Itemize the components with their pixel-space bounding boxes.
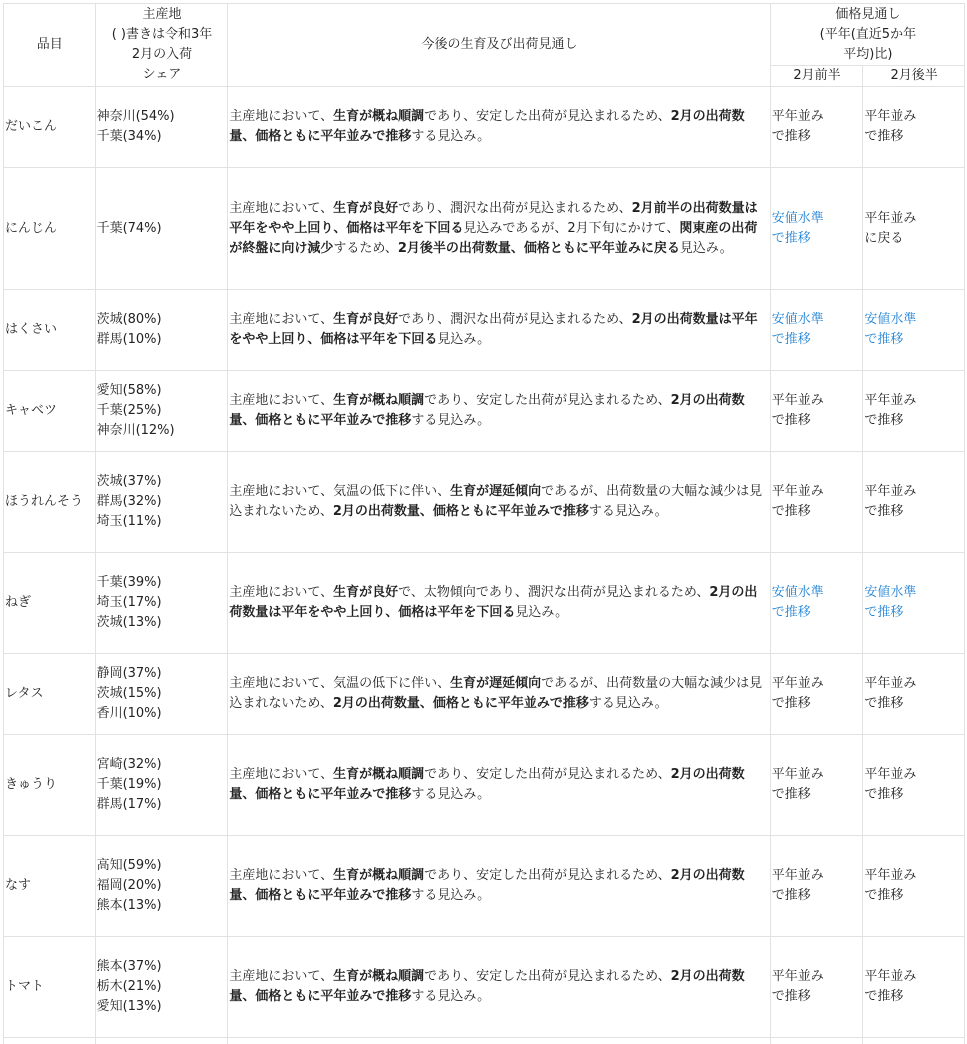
outlook-text: であり、安定した出荷が見込まれるため、: [424, 767, 671, 782]
price-outlook-line: 平年並み: [771, 969, 824, 984]
outlook-text: 主産地において、: [229, 109, 334, 124]
outlook-highlight: 2月後半の出荷数量、価格ともに平年並みに戻る: [397, 240, 680, 256]
price-outlook-line: で推移: [771, 230, 811, 246]
outlook-highlight: 生育が概ね順調: [333, 109, 425, 124]
price-outlook-line: 平年並み: [771, 393, 824, 408]
price-first-half-cell: [770, 452, 863, 553]
outlook-highlight: 2月の出荷数量は平年をやや上回り、価格は平年を下回る: [229, 585, 758, 620]
price-outlook-line: 安値水準: [771, 585, 824, 600]
region-share-cell: [95, 937, 228, 1038]
table-row: [4, 452, 965, 553]
outlook-text: であり、安定した出荷が見込まれるため、: [424, 969, 671, 984]
price-outlook-line: 平年並み: [864, 969, 917, 984]
outlook-cell: [228, 168, 770, 290]
header-region-line: ( )書きは令和3年: [111, 27, 213, 42]
price-outlook-line: 平年並み: [864, 484, 917, 499]
header-item: 品目: [4, 4, 96, 87]
region-share: 茨城(37%): [96, 474, 162, 489]
outlook-highlight: 2月の出荷数量は平年をやや上回り、価格は平年を下回る: [229, 312, 758, 347]
region-share: 千葉(19%): [96, 777, 162, 792]
item-cell: トマト: [4, 937, 96, 1038]
outlook-text: 主産地において、: [229, 969, 334, 984]
item-cell: ねぎ: [4, 553, 96, 654]
outlook-text: であり、潤沢な出荷が見込まれるため、: [398, 200, 632, 216]
outlook-highlight: 2月の出荷数量、価格ともに平年並みで推移: [332, 504, 589, 519]
price-second-half-cell: [863, 168, 965, 290]
region-share: 愛知(13%): [96, 999, 162, 1014]
price-second-half-cell: [863, 452, 965, 553]
outlook-text: する見込み。: [588, 504, 668, 519]
outlook-text: であるが、出荷数量の大幅な減少は見込まれないため、: [229, 676, 763, 711]
price-outlook-line: で推移: [771, 989, 811, 1004]
region-share: 群馬(10%): [96, 332, 162, 347]
region-share: 宮崎(32%): [96, 757, 162, 772]
table-row: [4, 937, 965, 1038]
price-outlook-line: で推移: [864, 413, 904, 428]
price-outlook-line: に戻る: [864, 230, 904, 246]
outlook-text: であり、安定した出荷が見込まれるため、: [424, 868, 671, 883]
table-row: [4, 735, 965, 836]
table-header: [4, 4, 965, 87]
outlook-highlight: 生育が良好: [333, 585, 399, 600]
price-outlook-line: 平年並み: [864, 868, 917, 883]
region-share: 群馬(32%): [96, 494, 162, 509]
region-share: 静岡(37%): [96, 666, 162, 681]
outlook-cell: [228, 290, 770, 371]
price-first-half-cell: [770, 937, 863, 1038]
outlook-text: で、太物傾向であり、潤沢な出荷が見込まれるため、: [398, 585, 710, 600]
price-second-half-cell: [863, 290, 965, 371]
price-outlook-line: で推移: [864, 504, 904, 519]
region-share-cell: [95, 654, 228, 735]
outlook-text: する見込み。: [411, 888, 491, 903]
outlook-highlight: 2月の出荷数量、価格ともに平年並みで推移: [229, 109, 745, 144]
price-outlook-line: で推移: [771, 696, 811, 711]
region-share-cell: [95, 836, 228, 937]
price-outlook-line: 安値水準: [864, 312, 917, 327]
price-outlook-line: で推移: [771, 129, 811, 144]
outlook-cell: [228, 654, 770, 735]
outlook-highlight: 2月の出荷数量、価格ともに平年並みで推移: [229, 868, 745, 903]
price-second-half-cell: [863, 836, 965, 937]
region-share: 埼玉(17%): [96, 595, 162, 610]
region-share: 神奈川(54%): [96, 109, 175, 124]
header-region-share: [95, 4, 228, 87]
price-outlook-line: で推移: [771, 413, 811, 428]
header-first-half: 2月前半: [770, 66, 863, 87]
outlook-text: 見込み。: [437, 332, 491, 347]
price-outlook-line: 平年並み: [771, 767, 824, 782]
table-row: [4, 836, 965, 937]
price-outlook-line: で推移: [771, 605, 811, 620]
outlook-text: 見込み。: [515, 605, 569, 620]
price-first-half-cell: [770, 168, 863, 290]
table-row: [4, 654, 965, 735]
item-cell: きゅうり: [4, 735, 96, 836]
header-outlook: 今後の生育及び出荷見通し: [228, 4, 770, 87]
region-share-cell: [95, 87, 228, 168]
region-share: 神奈川(12%): [96, 423, 175, 438]
outlook-highlight: 生育が良好: [333, 312, 399, 327]
outlook-text: する見込み。: [411, 129, 491, 144]
header-region-line: 主産地: [142, 7, 182, 22]
region-share: 茨城(13%): [96, 615, 162, 630]
price-outlook-line: で推移: [771, 888, 811, 903]
price-outlook-line: 平年並み: [771, 109, 824, 124]
price-outlook-line: で推移: [771, 787, 811, 802]
outlook-text: 主産地において、: [229, 312, 334, 327]
vegetable-outlook-table: [3, 3, 965, 1044]
outlook-cell: [228, 87, 770, 168]
table-body: [4, 87, 965, 1044]
price-first-half-cell: [770, 371, 863, 452]
region-share-cell: [95, 371, 228, 452]
outlook-highlight: 2月の出荷数量、価格ともに平年並みで推移: [229, 969, 745, 1004]
outlook-text: であり、安定した出荷が見込まれるため、: [424, 109, 671, 124]
region-share-cell: [95, 290, 228, 371]
price-outlook-line: で推移: [864, 696, 904, 711]
price-second-half-cell: [863, 654, 965, 735]
header-second-half: 2月後半: [863, 66, 965, 87]
price-outlook-line: 平年並み: [771, 868, 824, 883]
region-share: 熊本(37%): [96, 959, 162, 974]
outlook-highlight: 2月の出荷数量、価格ともに平年並みで推移: [229, 393, 745, 428]
price-outlook-line: 平年並み: [864, 109, 917, 124]
price-outlook-line: 平年並み: [864, 767, 917, 782]
price-outlook-line: 安値水準: [771, 312, 824, 327]
outlook-text: 主産地において、: [229, 868, 334, 883]
item-cell: ほうれんそう: [4, 452, 96, 553]
item-cell: はくさい: [4, 290, 96, 371]
price-outlook-line: 平年並み: [771, 676, 824, 691]
outlook-text: 主産地において、: [229, 585, 334, 600]
region-share-cell: [95, 168, 228, 290]
outlook-text: 主産地において、: [229, 393, 334, 408]
region-share: 福岡(20%): [96, 878, 162, 893]
outlook-text: 主産地において、気温の低下に伴い、: [229, 484, 451, 499]
price-first-half-cell: [770, 87, 863, 168]
price-outlook-line: 平年並み: [771, 484, 824, 499]
region-share: 愛知(58%): [96, 383, 162, 398]
region-share: 茨城(80%): [96, 312, 162, 327]
item-cell: レタス: [4, 654, 96, 735]
price-second-half-cell: [863, 735, 965, 836]
outlook-text: する見込み。: [411, 413, 491, 428]
header-price-line: (平年(直近5か年: [819, 26, 917, 42]
item-cell: キャベツ: [4, 371, 96, 452]
price-first-half-cell: [770, 735, 863, 836]
region-share: 栃木(21%): [96, 979, 162, 994]
price-outlook-line: 平年並み: [864, 393, 917, 408]
region-share: 千葉(25%): [96, 403, 162, 418]
outlook-highlight: 2月の出荷数量、価格ともに平年並みで推移: [229, 767, 745, 802]
region-share: 埼玉(11%): [96, 514, 162, 529]
header-price-outlook: [770, 4, 964, 66]
header-region-line: シェア: [142, 67, 182, 82]
outlook-text: 主産地において、: [229, 767, 334, 782]
price-first-half-cell: [770, 553, 863, 654]
region-share: 千葉(34%): [96, 129, 162, 144]
region-share-cell: [95, 735, 228, 836]
outlook-highlight: 生育が概ね順調: [333, 969, 425, 984]
outlook-text: する見込み。: [588, 696, 668, 711]
region-share-cell: [95, 452, 228, 553]
price-second-half-cell: [863, 371, 965, 452]
region-share: 千葉(74%): [96, 220, 162, 236]
price-outlook-line: 平年並み: [864, 210, 917, 226]
outlook-highlight: 生育が概ね順調: [333, 393, 425, 408]
outlook-text: 見込み。: [679, 240, 733, 256]
price-first-half-cell: [770, 654, 863, 735]
outlook-text: 見込みであるが、2月下旬にかけて、: [463, 220, 680, 236]
price-outlook-line: で推移: [864, 605, 904, 620]
header-region-line: 2月の入荷: [131, 47, 193, 62]
outlook-highlight: 生育が遅延傾向: [450, 484, 542, 499]
region-share: 千葉(39%): [96, 575, 162, 590]
price-second-half-cell: [863, 937, 965, 1038]
outlook-highlight: 生育が概ね順調: [333, 868, 425, 883]
outlook-text: であるが、出荷数量の大幅な減少は見込まれないため、: [229, 484, 763, 519]
price-outlook-line: で推移: [864, 787, 904, 802]
table-row: [4, 553, 965, 654]
outlook-highlight: 生育が良好: [333, 200, 399, 216]
header-price-line: 平均)比): [843, 46, 893, 62]
price-second-half-cell: [863, 87, 965, 168]
price-outlook-line: で推移: [864, 989, 904, 1004]
outlook-text: 主産地において、気温の低下に伴い、: [229, 676, 451, 691]
price-outlook-line: 平年並み: [864, 676, 917, 691]
header-price-line: 価格見通し: [835, 6, 901, 22]
price-outlook-line: で推移: [864, 888, 904, 903]
price-first-half-cell: [770, 836, 863, 937]
outlook-highlight: 2月前半の出荷数量は平年をやや上回り、価格は平年を下回る: [229, 200, 758, 236]
outlook-highlight: 生育が遅延傾向: [450, 676, 542, 691]
price-outlook-line: で推移: [864, 129, 904, 144]
item-cell: にんじん: [4, 168, 96, 290]
table-row: [4, 371, 965, 452]
region-share-cell: [95, 553, 228, 654]
outlook-text: する見込み。: [411, 989, 491, 1004]
item-cell: だいこん: [4, 87, 96, 168]
price-outlook-line: 安値水準: [771, 210, 824, 226]
region-share: 茨城(15%): [96, 686, 162, 701]
table-row: [4, 290, 965, 371]
price-outlook-line: で推移: [864, 332, 904, 347]
price-first-half-cell: [770, 290, 863, 371]
outlook-text: 主産地において、: [229, 200, 334, 216]
outlook-cell: [228, 836, 770, 937]
outlook-text: する見込み。: [411, 787, 491, 802]
outlook-cell: [228, 937, 770, 1038]
price-outlook-line: で推移: [771, 332, 811, 347]
outlook-text: するため、: [333, 240, 398, 256]
region-share: 熊本(13%): [96, 898, 162, 913]
region-share: 高知(59%): [96, 858, 162, 873]
region-share: 香川(10%): [96, 706, 162, 721]
price-outlook-line: 安値水準: [864, 585, 917, 600]
outlook-highlight: 生育が概ね順調: [333, 767, 425, 782]
outlook-highlight: 2月の出荷数量、価格ともに平年並みで推移: [332, 696, 589, 711]
price-outlook-line: で推移: [771, 504, 811, 519]
outlook-text: であり、安定した出荷が見込まれるため、: [424, 393, 671, 408]
outlook-highlight: 関東産の出荷が終盤に向け減少: [229, 220, 758, 256]
table-row: [4, 87, 965, 168]
outlook-cell: [228, 735, 770, 836]
outlook-cell: [228, 371, 770, 452]
region-share: 群馬(17%): [96, 797, 162, 812]
outlook-cell: [228, 553, 770, 654]
item-cell: なす: [4, 836, 96, 937]
price-second-half-cell: [863, 553, 965, 654]
table-row: [4, 168, 965, 290]
outlook-text: であり、潤沢な出荷が見込まれるため、: [398, 312, 632, 327]
outlook-cell: [228, 452, 770, 553]
